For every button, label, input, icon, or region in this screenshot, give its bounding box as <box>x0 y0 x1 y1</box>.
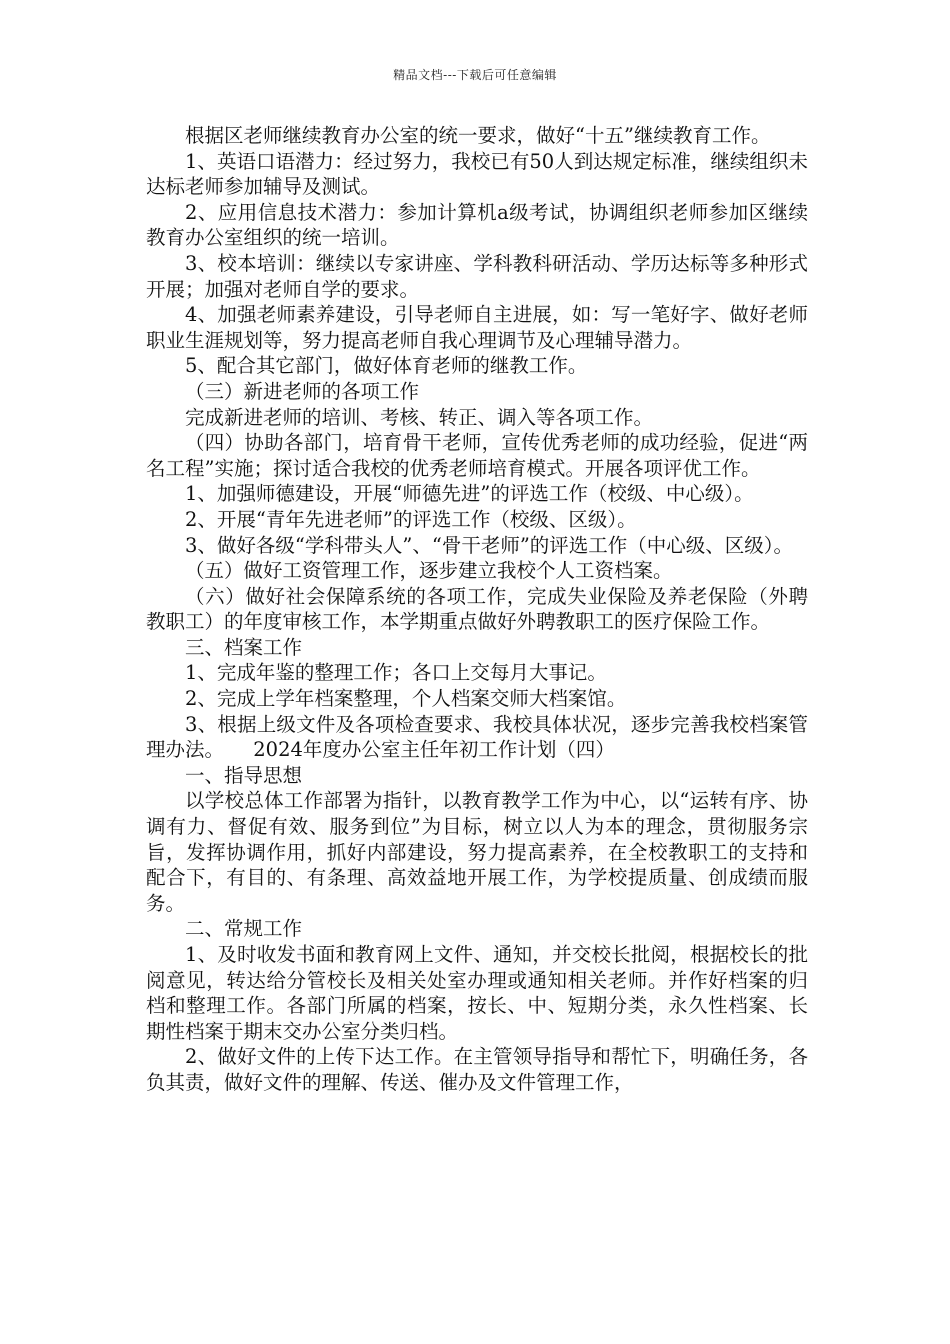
paragraph-22: 1、及时收发书面和教育网上文件、通知，并交校长批阅，根据校长的批阅意见，转达给分管校长及相关处室办理或通知相关老师。并作好档案的归档和整理工作。各部门所属的档案，按长、中、短期分类，永久性档案、长期性档案于期末交办公室分类归档。 <box>146 943 808 1043</box>
paragraph-18: 3、根据上级文件及各项检查要求、我校具体状况，逐步完善我校档案管理办法。 2024年度办公室主任年初工作计划（四） <box>146 712 808 762</box>
paragraph-12: 3、做好各级“学科带头人”、“骨干老师”的评选工作（中心级、区级）。 <box>185 533 794 557</box>
document-body <box>146 123 808 1096</box>
paragraph-4: 3、校本培训：继续以专家讲座、学科教科研活动、学历达标等多种形式开展；加强对老师自学的要求。 <box>146 251 808 301</box>
paragraph-6: 5、配合其它部门，做好体育老师的继教工作。 <box>185 354 588 378</box>
paragraph-1: 根据区老师继续教育办公室的统一要求，做好“十五”继续教育工作。 <box>185 124 771 147</box>
paragraph-11: 2、开展“青年先进老师”的评选工作（校级、区级）。 <box>185 507 637 531</box>
paragraph-3: 2、应用信息技术潜力：参加计算机a级考试，协调组织老师参加区继续教育办公室组织的统一培训。 <box>146 200 808 250</box>
section-heading-archives: 三、档案工作 <box>185 635 303 659</box>
section-heading-new-teachers: （三）新进老师的各项工作 <box>185 379 420 403</box>
paragraph-13: （五）做好工资管理工作，逐步建立我校个人工资档案。 <box>185 559 673 583</box>
section-heading-guiding-ideology: 一、指导思想 <box>185 763 303 787</box>
section-heading-routine-work: 二、常规工作 <box>185 917 303 941</box>
paragraph-5: 4、加强老师素养建设，引导老师自主进展，如：写一笔好字、做好老师职业生涯规划等，努力提高老师自我心理调节及心理辅导潜力。 <box>146 303 808 352</box>
paragraph-16: 1、完成年鉴的整理工作；各口上交每月大事记。 <box>185 661 607 685</box>
paragraph-10: 1、加强师德建设，开展“师德先进”的评选工作（校级、中心级）。 <box>185 482 754 506</box>
page-header: 精品文档---下载后可任意编辑 <box>393 68 557 82</box>
paragraph-23: 2、做好文件的上传下达工作。在主管领导指导和帮忙下，明确任务，各负其责，做好文件的理解、传送、催办及文件管理工作， <box>146 1045 808 1094</box>
paragraph-17: 2、完成上学年档案整理，个人档案交师大档案馆。 <box>185 687 627 711</box>
paragraph-20: 以学校总体工作部署为指针，以教育教学工作为中心，以“运转有序、协调有力、督促有效、服务到位”为目标，树立以人为本的理念，贯彻服务宗旨，发挥协调作用，抓好内部建设，努力提高素养，在全校教职工的支持和配合下，有目的、有条理、高效益地开展工作，为学校提质量、创成绩而服务。 <box>146 789 808 915</box>
paragraph-9: （四）协助各部门，培育骨干老师，宣传优秀老师的成功经验，促进“两名工程”实施；探讨适合我校的优秀老师培育模式。开展各项评优工作。 <box>146 431 808 480</box>
paragraph-8: 完成新进老师的培训、考核、转正、调入等各项工作。 <box>185 405 654 429</box>
paragraph-14: （六）做好社会保障系统的各项工作，完成失业保险及养老保险（外聘教职工）的年度审核工作，本学期重点做好外聘教职工的医疗保险工作。 <box>146 584 808 634</box>
paragraph-2: 1、英语口语潜力：经过努力，我校已有50人到达规定标准，继续组织未达标老师参加辅导及测试。 <box>146 149 808 199</box>
